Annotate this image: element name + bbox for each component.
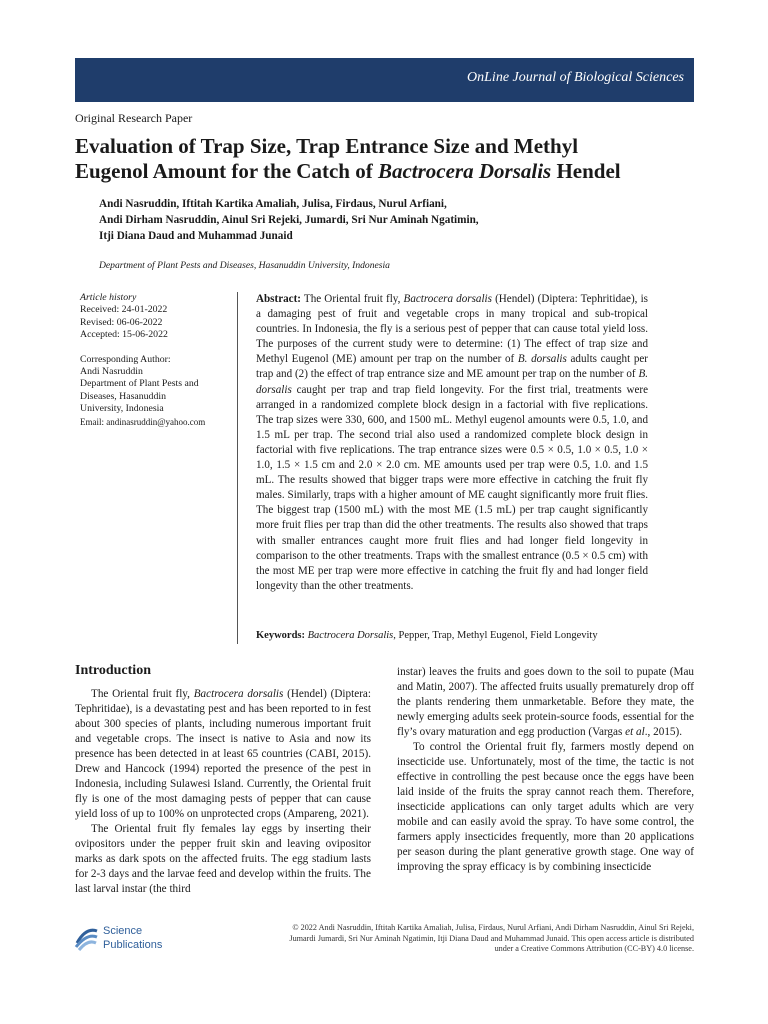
- paragraph-text: ., 2015).: [644, 726, 683, 738]
- corresponding-dept: Department of Plant Pests and: [80, 378, 199, 390]
- keywords: [256, 630, 676, 641]
- keywords-list: , Pepper, Trap, Methyl Eugenol, Field Longevity: [393, 630, 598, 641]
- species-name: B. dorsalis: [517, 353, 567, 366]
- species-name: Bactrocera dorsalis: [193, 688, 284, 700]
- species-name: B. dorsalis: [256, 368, 648, 396]
- abstract-text: (Hendel) (Diptera: Tephritidae), is a damaging pest of fruit and vegetable crops in many tropical and sub-tropical countries. In Indonesia, the fly is a serious pest of pepper that can cause total yield loss. The purposes of the current study were to determine: (1) The effect of trap size and Methyl Eugenol (ME) amount per trap on the number of: [256, 293, 648, 366]
- title-line2-pre: Eugenol Amount for the Catch of: [75, 159, 378, 183]
- paragraph: The Oriental fruit fly females lay eggs by inserting their ovipositors under the pepper fruit skin and leaving ovipositor marks as dark spots on the affected fruits. The egg stadium lasts for 2-3 days and the larvae feed and develop within the fruits. The last larval instar (the third: [75, 823, 371, 895]
- species-name: Bactrocera dorsalis: [403, 293, 492, 305]
- sidebar-spacer: [80, 342, 230, 354]
- abstract: [256, 292, 648, 594]
- revised-date: Revised: 06-06-2022: [80, 316, 163, 328]
- footer-line: under a Creative Commons Attribution (CC-BY) 4.0 license.: [494, 944, 694, 954]
- column-divider: [237, 292, 238, 644]
- footer-line: Jumardi Jumardi, Sri Nur Aminah Ngatimin, Itji Diana Daud and Muhammad Junaid. This open access article is distributed: [289, 933, 694, 943]
- corresponding-name: Andi Nasruddin: [80, 366, 143, 378]
- author-line: Andi Nasruddin, Iftitah Kartika Amaliah, Julisa, Firdaus, Nurul Arfiani,: [99, 198, 447, 210]
- title-line2-post: Hendel: [551, 159, 621, 183]
- accepted-date: Accepted: 15-06-2022: [80, 329, 168, 341]
- abstract-text: The Oriental fruit fly,: [300, 293, 404, 305]
- publisher-name: [103, 924, 162, 952]
- corresponding-heading: Corresponding Author:: [80, 353, 171, 365]
- journal-name: OnLine Journal of Biological Sciences: [467, 70, 684, 85]
- footer-line: © 2022 Andi Nasruddin, Iftitah Kartika Amaliah, Julisa, Firdaus, Nurul Arfiani, Andi Dirham Nasruddin, Ainul Sri Rejeki,: [292, 923, 694, 932]
- received-date: Received: 24-01-2022: [80, 304, 168, 316]
- body-column-right: [397, 665, 694, 875]
- abstract-text: adults caught per trap and (2) the effect of trap entrance size and ME amount per trap on the number of: [256, 353, 648, 381]
- paragraph-text: (Hendel) (Diptera: Tephritidae), is a devastating pest and has been reported to in fest about 300 species of plants, including numerous important fruit and vegetable crops. The insect is native to Asia and now its presence has been detected in at least 65 countries (CABI, 2015). Drew and Hancock (1994) reported the presence of the pest in Indonesia, including Sulawesi Island. Currently, the Oriental fruit fly is one of the most damaging pests of pepper that can cause yield loss of up to 100% on unprotected crops (Ampareng, 2021).: [75, 688, 371, 820]
- author-list: [99, 196, 699, 244]
- body-column-left: [75, 687, 371, 897]
- publisher-line: Publications: [103, 939, 163, 951]
- paragraph-text: The Oriental fruit fly,: [91, 688, 194, 700]
- keywords-label: Keywords:: [256, 630, 305, 641]
- abstract-label: Abstract:: [256, 293, 301, 305]
- citation-etal: et al: [625, 726, 645, 738]
- paragraph: [397, 665, 694, 740]
- affiliation: Department of Plant Pests and Diseases, Hasanuddin University, Indonesia: [99, 260, 390, 271]
- history-heading: Article history: [80, 292, 137, 303]
- title-species: Bactrocera Dorsalis: [377, 159, 552, 183]
- corresponding-email[interactable]: Email: andinasruddin@yahoo.com: [80, 416, 206, 427]
- section-heading-introduction: Introduction: [75, 663, 151, 678]
- publisher-line: Science: [103, 925, 143, 937]
- paragraph-text: instar) leaves the fruits and goes down to the soil to pupate (Mau and Matin, 2007). The affected fruits usually prematurely drop off the plants rendering them unmarketable. Before they mate, the newly emerging adults seek protein-source foods, essential for the fly’s ovary maturation and egg production (Vargas: [397, 666, 694, 738]
- paragraph: To control the Oriental fruit fly, farmers mostly depend on insecticide use. Unfortunately, most of the time, the tactic is not effective in controlling the pest because once the eggs have been laid inside of the fruits the spray cannot reach them. Therefore, insecticide applications can only target adults which are very mobile and can easily avoid the spray. To have some control, the farmers apply insecticides frequently, more than 20 applications per season during the plant generative growth stage. One way of improving the spray efficacy is by combining insecticide: [397, 741, 694, 873]
- journal-banner: [75, 58, 694, 102]
- title-line1: Evaluation of Trap Size, Trap Entrance Size and Methyl: [75, 134, 579, 158]
- copyright-footer: [220, 923, 694, 955]
- abstract-text: caught per trap and trap field longevity. For the first trial, treatments were arranged in a randomized complete block design in a factorial with five replications. The trap sizes were 330, 600, and 1500 mL. Methyl eugenol amounts were 0.5, 1.0, and 1.5 mL per trap. The second trial also used a randomized complete block design in factorial with five replications. The trap entrance sizes were 0.5 × 0.5, 1.0 × 0.5, 1.0 × 1.0, 1.5 × 1.5 cm and 2.0 × 2.0 cm. ME amounts used per trap were 0.5, 1.0. and 1.5 mL. The results showed that bigger traps were more effective in catching the fruit fly males. Similarly, traps with a higher amount of ME caught significantly more fruit flies. The biggest trap (1500 mL) with the most ME (1.5 mL) per trap caught significantly more fruit flies per trap than did the other treatments. The results also showed that traps with smaller entrances caught more fruit flies and had longer field longevity in comparison to the other treatments. Traps with the smallest entrance (0.5 × 0.5 cm) with the most ME per trap were more effective in catching the fruit fly and had longer field longevity than the other treatments.: [256, 383, 648, 592]
- author-line: Itji Diana Daud and Muhammad Junaid: [99, 230, 293, 242]
- paper-type: Original Research Paper: [75, 111, 193, 125]
- paper-title: [75, 134, 715, 184]
- paragraph: [75, 687, 371, 822]
- science-publications-logo-icon: [73, 925, 99, 951]
- author-line: Andi Dirham Nasruddin, Ainul Sri Rejeki, Jumardi, Sri Nur Aminah Ngatimin,: [99, 214, 479, 226]
- article-info-sidebar: [80, 292, 230, 428]
- corresponding-dept: Diseases, Hasanuddin: [80, 390, 166, 402]
- corresponding-dept: University, Indonesia: [80, 403, 164, 415]
- keyword-species: Bactrocera Dorsalis: [305, 630, 394, 641]
